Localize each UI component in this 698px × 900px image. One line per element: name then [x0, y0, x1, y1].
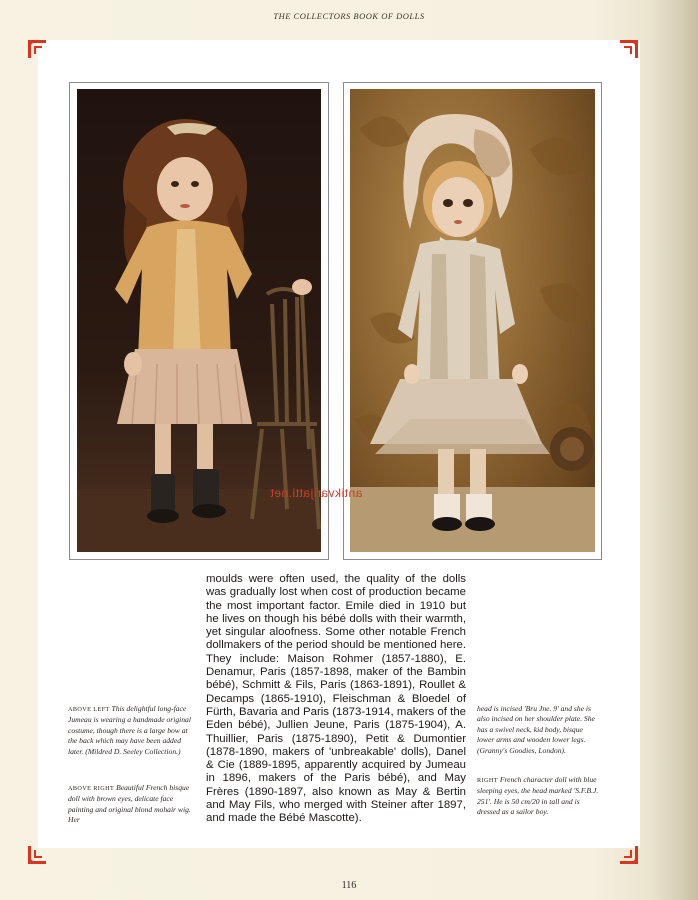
corner-ornament-icon [618, 38, 640, 60]
page-number: 116 [341, 880, 357, 891]
photo-jumeau-doll [77, 89, 321, 552]
caption-label: ABOVE RIGHT [68, 785, 115, 792]
caption-text: French character doll with blue sleeping eyes, the head marked 'S.F.B.J. 251'. He is 50 cm/20 in tall and is dressed as a sailor boy. [477, 775, 599, 817]
caption-right [477, 775, 599, 818]
photo-frame-right [343, 82, 602, 560]
corner-ornament-icon [26, 38, 48, 60]
photo-bru-doll [350, 89, 595, 552]
caption-above-left [68, 704, 193, 757]
caption-text: Beautiful French bisque doll with brown eyes, delicate face painting and original blond mohair wig. Her [68, 783, 191, 825]
caption-above-right-continued [477, 704, 597, 756]
caption-label: ABOVE LEFT [68, 706, 110, 713]
body-text: moulds were often used, the quality of the dolls was gradually lost when cost of production became the most important factor. Emile died in 1910 but he lives on though his bébé dolls with their warmth, yet singular aloofness. Some other notable French dollmakers of the period should be mentioned here. They include: Maison Rohmer (1857-1880), E. Denamur, Paris (1857-1898, maker of the Bambin bébé), Schmitt & Fils, Paris (1863-1891), Roullet & Decamps (1865-1910), Fleischman & Bloedel of Fürth, Bavaria and Paris (1873-1914, makers of the Eden bébé), Jullien Jeune, Paris (1875-1904), A. Thuillier, Paris (1875-1890), Petit & Dumontier (1878-1890, makers of 'unbreakable' dolls), Danel & Cie (1889-1895, apparently acquired by Jumeau in 1896, makers of the Paris bébé), and May Frères (1890-1897, also known as May & Bertin and May Fils, who merged with Steiner after 1897, and made the Bébé Mascotte). [206, 573, 466, 825]
running-header: THE COLLECTORS BOOK OF DOLLS [273, 11, 425, 21]
corner-ornament-icon [26, 844, 48, 866]
watermark-text: antikvarijatti.net [270, 486, 363, 500]
corner-ornament-icon [618, 844, 640, 866]
caption-text: head is incised 'Bru Jne. 9' and she is also incised on her shoulder plate. She has a swivel neck, kid body, bisque lower arms and wooden lower legs. (Granny's Goodies, London). [477, 704, 595, 755]
caption-above-right [68, 783, 193, 826]
caption-text: This delightful long-face Jumeau is wearing a handmade original costume, though there is a large bow at the back which may have been added later. (Mildred D. Seeley Collection.) [68, 704, 191, 756]
caption-label: RIGHT [477, 777, 498, 784]
